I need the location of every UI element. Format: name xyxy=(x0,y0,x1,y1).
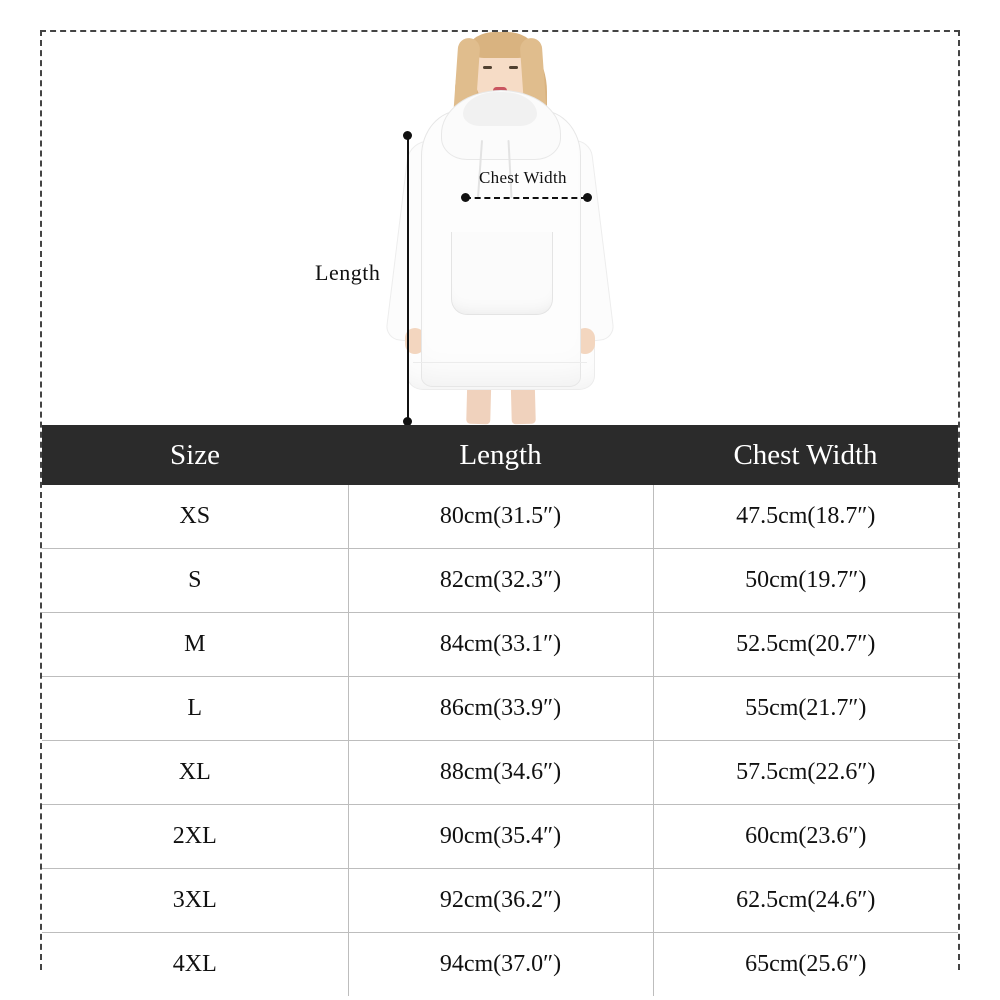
cell-length: 84cm(33.1″) xyxy=(348,613,653,677)
garment-illustration xyxy=(40,32,960,424)
model-figure xyxy=(385,32,615,424)
chest-measure-line xyxy=(465,197,587,199)
size-table-container xyxy=(42,425,958,996)
cell-size: 2XL xyxy=(42,805,348,869)
table-row xyxy=(42,805,958,869)
cell-length: 82cm(32.3″) xyxy=(348,549,653,613)
cell-size: XS xyxy=(42,485,348,549)
eye-right xyxy=(509,66,518,69)
eye-left xyxy=(483,66,492,69)
cell-chest-width: 55cm(21.7″) xyxy=(653,677,958,741)
cell-size: M xyxy=(42,613,348,677)
cell-size: XL xyxy=(42,741,348,805)
column-header-chest-width: Chest Width xyxy=(653,425,958,485)
table-header-row xyxy=(42,425,958,485)
table-row xyxy=(42,677,958,741)
cell-length: 80cm(31.5″) xyxy=(348,485,653,549)
cell-chest-width: 62.5cm(24.6″) xyxy=(653,869,958,933)
table-row xyxy=(42,549,958,613)
cell-length: 88cm(34.6″) xyxy=(348,741,653,805)
cell-size: 4XL xyxy=(42,933,348,997)
cell-chest-width: 65cm(25.6″) xyxy=(653,933,958,997)
hem-line xyxy=(413,362,587,363)
cell-chest-width: 50cm(19.7″) xyxy=(653,549,958,613)
table-row xyxy=(42,933,958,997)
cell-chest-width: 47.5cm(18.7″) xyxy=(653,485,958,549)
chest-annotation-label: Chest Width xyxy=(479,168,567,187)
table-row xyxy=(42,613,958,677)
kangaroo-pocket xyxy=(451,232,553,315)
column-header-size: Size xyxy=(42,425,348,485)
size-table xyxy=(42,425,958,996)
cell-chest-width: 52.5cm(20.7″) xyxy=(653,613,958,677)
table-row xyxy=(42,485,958,549)
cell-length: 86cm(33.9″) xyxy=(348,677,653,741)
cell-size: S xyxy=(42,549,348,613)
cell-length: 90cm(35.4″) xyxy=(348,805,653,869)
table-row xyxy=(42,741,958,805)
cell-size: L xyxy=(42,677,348,741)
cell-size: 3XL xyxy=(42,869,348,933)
cell-length: 94cm(37.0″) xyxy=(348,933,653,997)
chest-endpoint-right-icon xyxy=(583,193,592,202)
length-annotation-label: Length xyxy=(315,260,381,285)
cell-chest-width: 60cm(23.6″) xyxy=(653,805,958,869)
cell-chest-width: 57.5cm(22.6″) xyxy=(653,741,958,805)
column-header-length: Length xyxy=(348,425,653,485)
cell-length: 92cm(36.2″) xyxy=(348,869,653,933)
table-row xyxy=(42,869,958,933)
hood-opening xyxy=(463,92,537,126)
length-measure-line xyxy=(407,134,409,422)
